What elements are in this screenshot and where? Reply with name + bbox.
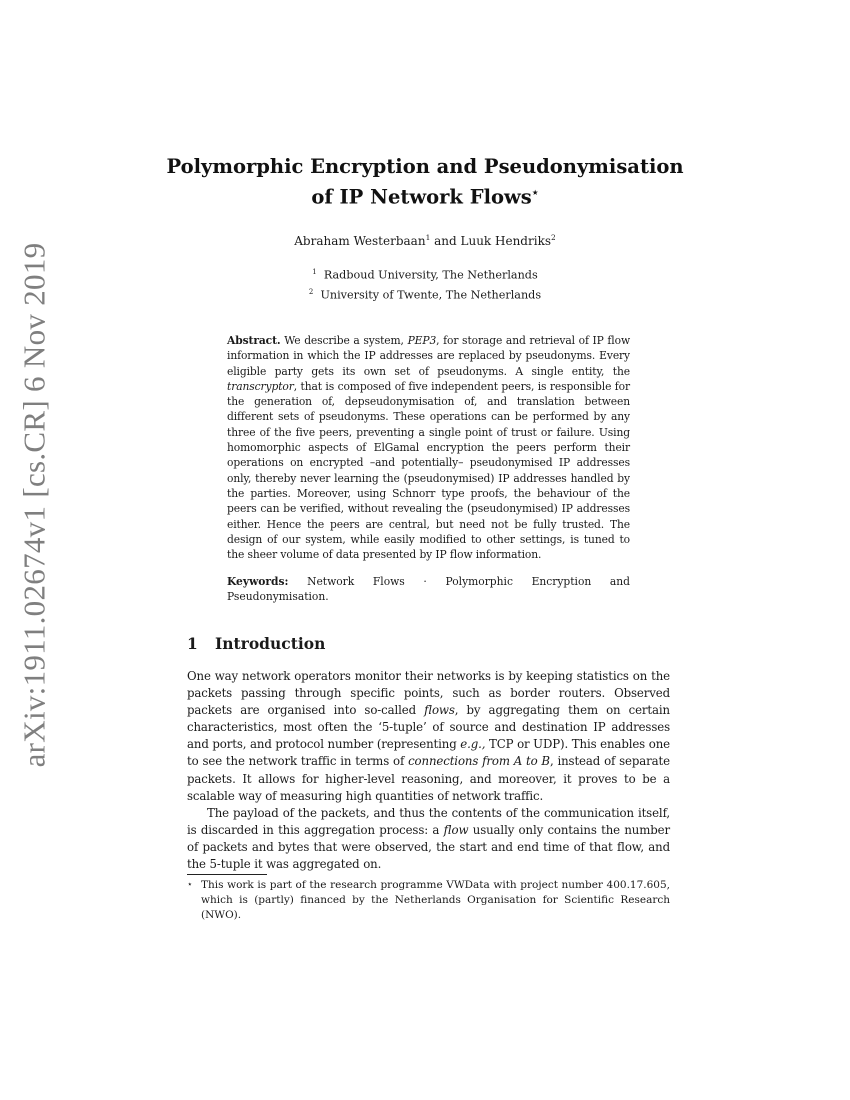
affiliation-2: $^2$ University of Twente, The Netherlands bbox=[308, 287, 542, 302]
paragraph-1: One way network operators monitor their networks is by keeping statistics on the packets passing through specific points, such as border routers. Observed packets are organised into so-called flows, by aggregating them on certain characteristics, most often the ‘5-tuple’ of source and destination IP addresses and ports, and protocol number (representing e.g., TCP or UDP). This enables one to see the network traffic in terms of connections from A to B, instead of separate packets. It allows for higher-level reasoning, and moreover, it proves to be a scalable way of measuring high quantities of network traffic. bbox=[187, 669, 670, 803]
footnote-text: This work is part of the research programme VWData with project number 400.17.605, which is (partly) financed by the Netherlands Organisation for Scientific Research (NWO). bbox=[201, 879, 670, 922]
transcryptor-term: transcryptor bbox=[227, 379, 294, 393]
keywords-label: Keywords: bbox=[227, 575, 289, 588]
section-heading bbox=[187, 634, 325, 653]
author-list bbox=[150, 233, 700, 248]
keywords-text: Network Flows · Polymorphic Encryption and Pseudonymisation. bbox=[227, 575, 630, 603]
title-footnote-mark: ⋆ bbox=[531, 186, 539, 199]
footnote-mark: ⋆ bbox=[187, 880, 193, 890]
footnote bbox=[187, 878, 670, 924]
keywords bbox=[227, 574, 630, 604]
abstract: Abstract. We describe a system, PEP3, for storage and retrieval of IP flow information in which the IP addresses are replaced by pseudonyms. Every eligible party gets its own set of pseudonyms. A single entity, the transcryptor, that is composed of five independent peers, is responsible for the generation of, depseudonymisation of, and translation between different sets of pseudonyms. These operations can be performed by any three of the five peers, preventing a single point of trust or failure. Using homomorphic aspects of ElGamal encryption the peers perform their operations on encrypted –and potentially– pseudonymised IP addresses only, thereby never learning the (pseudonymised) IP addresses handled by the parties. Moreover, using Schnorr type proofs, the behaviour of the peers can be verified, without revealing the (pseudonymised) IP addresses either. Hence the peers are central, but need not be fully trusted. The design of our system, while easily modified to other settings, is tuned to the sheer volume of data presented by IP flow information. bbox=[227, 334, 630, 562]
affiliation-1: $^1$ Radboud University, The Netherlands bbox=[312, 268, 538, 282]
section-number: 1 bbox=[187, 634, 198, 653]
title-line-2: of IP Network Flows⋆ bbox=[311, 185, 539, 209]
affiliations bbox=[150, 264, 700, 303]
arxiv-stamp-text: arXiv:1911.02674v1 [cs.CR] 6 Nov 2019 bbox=[16, 242, 52, 768]
author-2-affil: 2 bbox=[551, 233, 556, 242]
author-2: Luuk Hendriks bbox=[460, 234, 551, 248]
paragraph-2: The payload of the packets, and thus the contents of the communication itself, is discarded in this aggregation process: a flow usually only contains the number of packets and bytes that were observed, the start and end time of that flow, and the 5-tuple it was aggregated on. bbox=[187, 805, 670, 872]
author-1: Abraham Westerbaan bbox=[294, 234, 426, 248]
author-conjunction: and bbox=[430, 234, 461, 248]
section-title: Introduction bbox=[215, 634, 326, 653]
abstract-label: Abstract. bbox=[227, 334, 281, 347]
body-text bbox=[187, 668, 670, 873]
author-1-affil: 1 bbox=[425, 233, 431, 242]
arxiv-stamp bbox=[4, 242, 64, 768]
title-line-1: Polymorphic Encryption and Pseudonymisation bbox=[166, 155, 684, 178]
system-name: PEP3 bbox=[407, 334, 437, 347]
paper-title bbox=[150, 154, 700, 211]
footnote-rule bbox=[187, 874, 267, 875]
